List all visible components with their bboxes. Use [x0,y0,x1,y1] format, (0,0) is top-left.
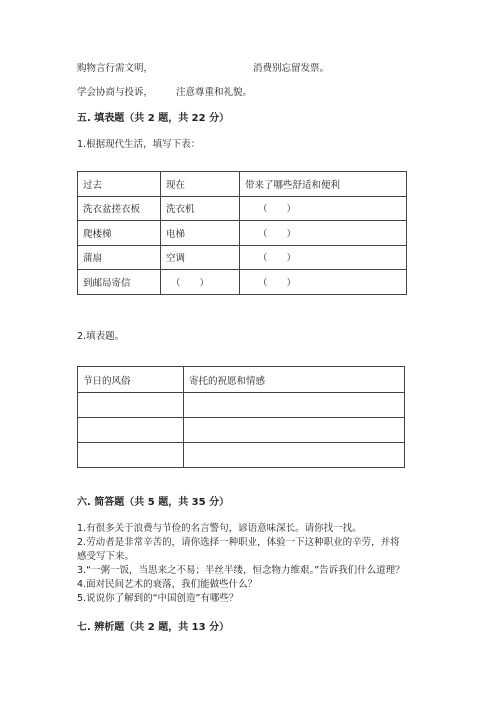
table-header-row [78,172,407,197]
table-row [78,221,407,246]
table-festival-customs [77,366,405,468]
question-6-1: 1.有很多关于浪费与节俭的名言警句，谚语意味深长。请你找一找。 [77,523,362,534]
table-header-cell: 节日的风俗 [78,367,184,393]
intro-line-2 [77,86,377,99]
intro-line-1-right: 消费别忘留发票。 [253,63,330,74]
table-cell: 电梯 [161,221,240,246]
table-header-cell: 寄托的祝愿和情感 [184,367,405,393]
blank-answer[interactable]: （ ） [161,270,240,295]
table-cell: 洗衣机 [161,196,240,221]
blank-answer[interactable]: （ ） [240,270,407,295]
table-cell: 爬楼梯 [78,221,161,246]
question-6-2-cont: 感受写下来。 [77,551,135,562]
blank-answer[interactable] [78,443,184,468]
section-7-title: 七. 辨析题（共 2 题，共 13 分） [77,622,230,633]
question-6-2: 2.劳动者是非常辛苦的，请你选择一种职业，体验一下这种职业的辛劳，并将 [77,537,400,548]
intro-line-2-left: 学会协商与投诉， [77,87,154,98]
table-row [78,443,405,468]
intro-line-2-right: 注意尊重和礼貌。 [176,87,253,98]
intro-line-1-left: 购物言行需文明， [77,63,154,74]
question-5-2: 2.填表题。 [77,331,125,342]
blank-answer[interactable] [78,393,184,418]
table-row [78,196,407,221]
table-modern-life [77,171,407,295]
table-cell: 到邮局寄信 [78,270,161,295]
question-6-3: 3.“一粥一饭，当思来之不易；半丝半缕，恒念物力维艰。”告诉我们什么道理？ [77,565,405,576]
blank-answer[interactable]: （ ） [240,196,407,221]
table-cell: 空调 [161,245,240,270]
table-row [78,245,407,270]
blank-answer[interactable] [184,418,405,443]
table-row [78,270,407,295]
table-header-row [78,367,405,393]
table-row [78,393,405,418]
section-5-title: 五. 填表题（共 2 题，共 22 分） [77,113,230,124]
section-6-title: 六. 简答题（共 5 题，共 35 分） [77,497,230,508]
table-header-cell: 过去 [78,172,161,197]
blank-answer[interactable]: （ ） [240,245,407,270]
table-header-cell: 带来了哪些舒适和便利 [240,172,407,197]
table-cell: 蒲扇 [78,245,161,270]
table-header-cell: 现在 [161,172,240,197]
question-5-1: 1.根据现代生活，填写下表： [77,139,201,150]
table-row [78,418,405,443]
question-6-4: 4.面对民间艺术的衰落，我们能做些什么？ [77,579,258,590]
blank-answer[interactable] [184,393,405,418]
table-cell: 洗衣盆搓衣板 [78,196,161,221]
question-6-5: 5.说说你了解到的“中国创造”有哪些？ [77,593,239,604]
intro-line-1 [77,62,330,75]
blank-answer[interactable] [184,443,405,468]
blank-answer[interactable] [78,418,184,443]
blank-answer[interactable]: （ ） [240,221,407,246]
